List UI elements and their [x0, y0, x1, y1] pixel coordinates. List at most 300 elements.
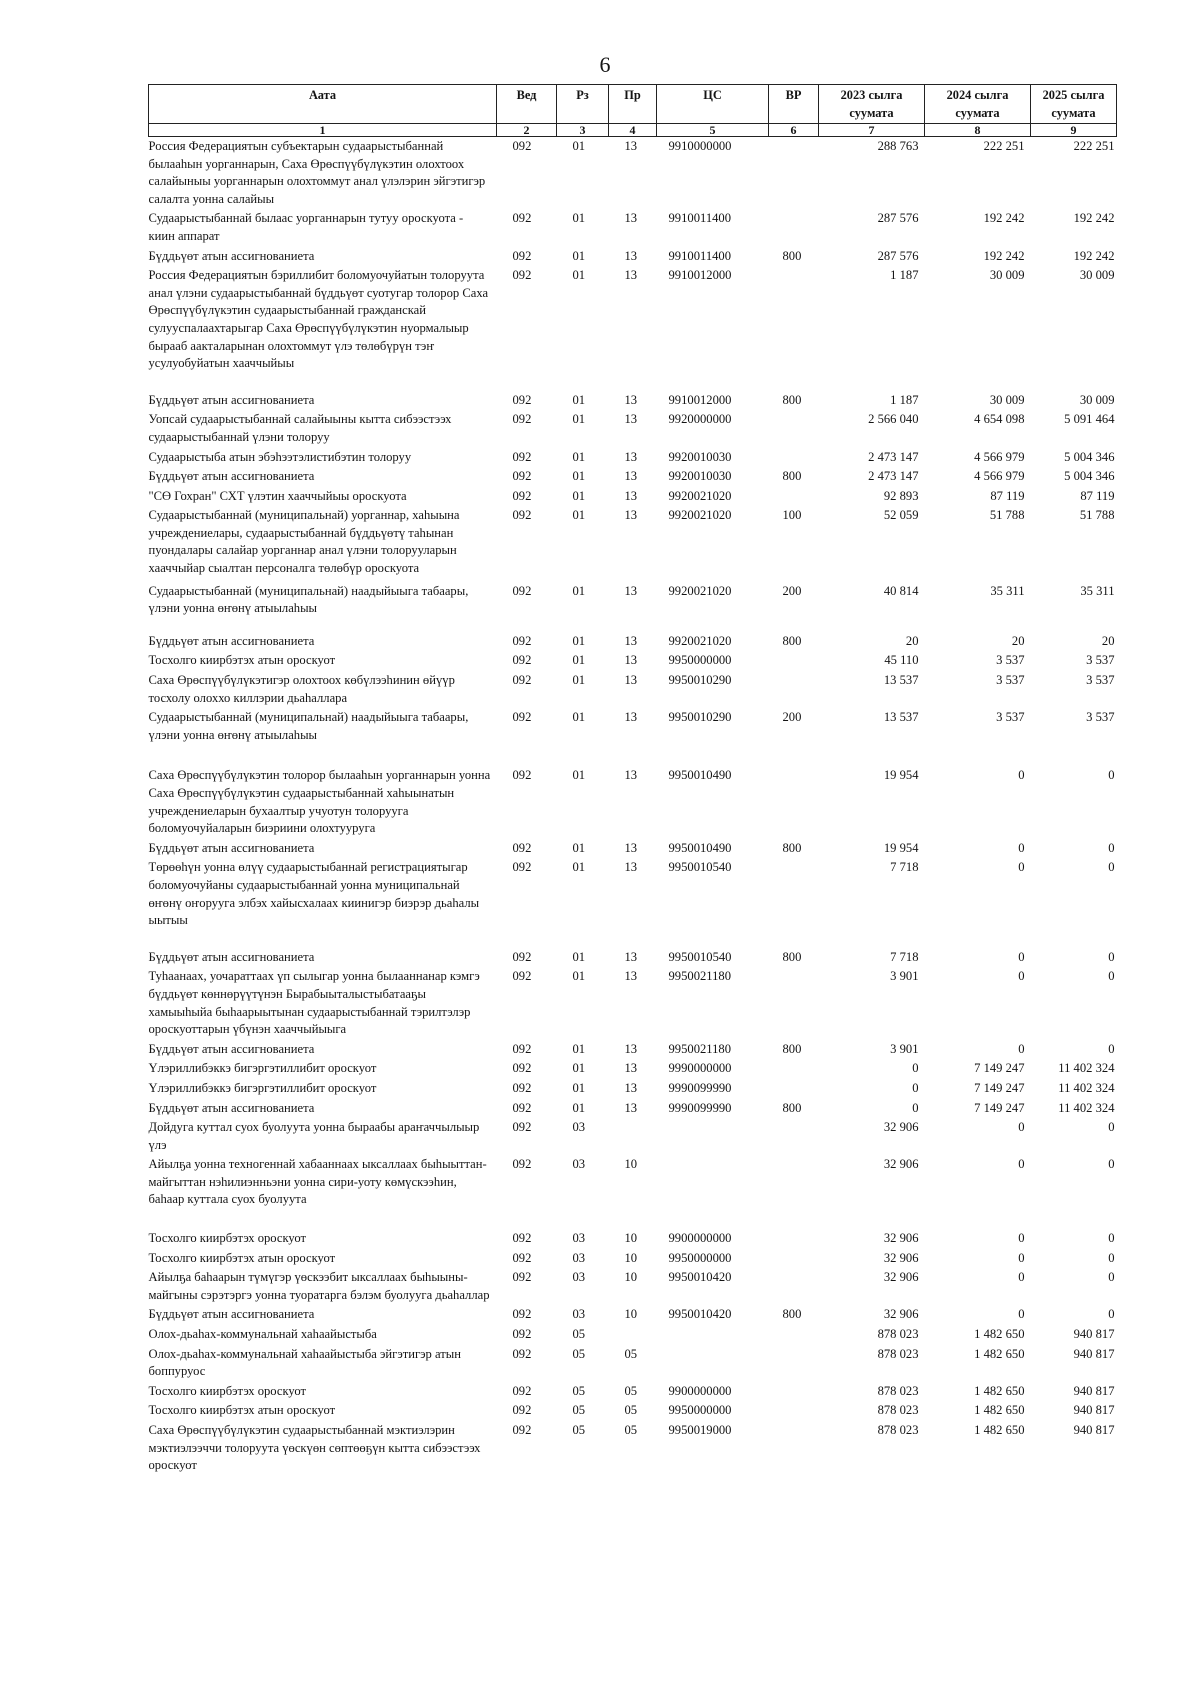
row-pr: 13	[624, 508, 638, 523]
row-2023: 878 023	[877, 1346, 919, 1361]
row-2024: 30 009	[989, 268, 1025, 283]
row-2024: 0	[1018, 860, 1025, 875]
row-name: Тосхолго киирбэтэх атын ороскуот	[148, 653, 336, 668]
row-name: Дойдуга куттал суох буолуута уонна быраабы араҥаччылыыр үлэ	[148, 1120, 480, 1152]
row-cs: 9920000000	[668, 412, 732, 427]
row-ved: 092	[512, 710, 532, 725]
row-pr: 13	[624, 139, 638, 153]
row-2025: 940 817	[1073, 1403, 1115, 1418]
row-vr: 800	[782, 1041, 802, 1056]
row-cs: 9950010420	[668, 1270, 732, 1285]
table-row	[149, 1040, 1117, 1060]
row-rz: 01	[572, 1080, 586, 1095]
row-2023: 32 906	[883, 1307, 919, 1322]
row-name: Судаарыстыбаннай (муниципальнай) наадыйыыга табаары, үлэни уонна өҥөнү атыылаһыы	[148, 710, 469, 742]
table-row	[149, 708, 1117, 766]
row-2023: 19 954	[883, 840, 919, 855]
row-name: Саха Өрөспүүбүлүкэтин толорор былааһын уорганнарын уонна Саха Өрөспүүбүлүкэтин судаарыстыбаннай хаһыынатын учреждениеларын бухаалтыр учуотун толорууга боломуочуйаларын биэриини олохтууруга	[148, 768, 491, 836]
table-row	[149, 1059, 1117, 1079]
row-ved: 092	[512, 248, 532, 263]
row-vr	[769, 1059, 819, 1079]
row-2023: 32 906	[883, 1231, 919, 1246]
row-pr: 05	[624, 1383, 638, 1398]
row-2025: 5 004 346	[1064, 449, 1115, 464]
row-rz: 05	[572, 1403, 586, 1418]
row-2023: 92 893	[883, 488, 919, 503]
row-ved: 092	[512, 673, 532, 688]
row-2023: 19 954	[883, 768, 919, 783]
row-2023: 40 814	[883, 583, 919, 598]
row-2025: 940 817	[1073, 1346, 1115, 1361]
row-cs	[657, 1155, 769, 1229]
row-pr: 13	[624, 949, 638, 964]
table-row	[149, 1325, 1117, 1345]
column-number: 2	[497, 124, 557, 137]
row-rz: 01	[572, 412, 586, 427]
row-2024: 4 654 098	[974, 412, 1025, 427]
row-vr: 800	[782, 469, 802, 484]
table-row	[149, 839, 1117, 859]
row-pr: 10	[624, 1270, 638, 1285]
row-vr	[769, 1345, 819, 1382]
row-2024: 192 242	[983, 211, 1025, 226]
row-ved: 092	[512, 969, 532, 984]
row-2023: 45 110	[884, 653, 919, 668]
row-ved: 092	[512, 1307, 532, 1322]
row-2024: 0	[1018, 1041, 1025, 1056]
row-2024: 4 566 979	[974, 469, 1025, 484]
table-header-row	[149, 85, 1117, 124]
row-ved: 092	[512, 412, 532, 427]
row-2025: 20	[1101, 633, 1115, 648]
row-name: Судаарыстыбаннай (муниципальнай) уорганнар, хаһыына учреждениелары, судаарыстыбаннай бүддьүөтү таһынан пуондалары салайар уорганнар анал үлэни толорууларын хааччыйар сыалтан персоналга төлөбүр ороскуота	[148, 508, 460, 576]
row-2024: 0	[1018, 969, 1025, 984]
row-rz: 01	[572, 211, 586, 226]
row-rz: 01	[572, 860, 586, 875]
row-pr: 13	[624, 583, 638, 598]
row-rz: 01	[572, 710, 586, 725]
row-cs: 9910011400	[668, 211, 732, 226]
row-rz: 01	[572, 508, 586, 523]
row-pr: 13	[624, 248, 638, 263]
row-2023: 32 906	[883, 1250, 919, 1265]
table-row	[149, 1382, 1117, 1402]
row-pr: 13	[624, 392, 638, 407]
row-rz: 05	[572, 1327, 586, 1342]
row-2024: 1 482 650	[974, 1383, 1025, 1398]
row-2024: 3 537	[996, 673, 1025, 688]
row-pr: 10	[624, 1231, 638, 1246]
row-name: Айылҕа баһаарын түмүгэр үөскээбит ыксаллаах быһыыны-майгыны сэрэтэргэ уонна туоратарга бэлэм буолууга дьаһаллар	[148, 1270, 490, 1302]
row-ved: 092	[512, 1120, 532, 1135]
row-cs: 9950000000	[668, 653, 732, 668]
row-pr: 13	[624, 1041, 638, 1056]
row-vr	[769, 137, 819, 210]
row-2024: 4 566 979	[974, 449, 1025, 464]
row-vr	[769, 209, 819, 246]
row-name: Судаарыстыба атын эбэһээтэлистибэтин толоруу	[148, 449, 412, 464]
table-row	[149, 467, 1117, 487]
row-vr	[769, 1268, 819, 1305]
row-vr: 100	[782, 508, 802, 523]
row-2023: 13 537	[883, 710, 919, 725]
row-ved: 092	[512, 211, 532, 226]
row-vr: 800	[782, 840, 802, 855]
row-2025: 0	[1108, 768, 1115, 783]
row-rz: 03	[572, 1231, 586, 1246]
row-2023: 13 537	[883, 673, 919, 688]
row-vr	[769, 410, 819, 447]
row-cs: 9950010290	[668, 673, 732, 688]
row-name: Бүддьүөт атын ассигнованиета	[148, 840, 315, 855]
row-2025: 30 009	[1079, 268, 1115, 283]
row-vr	[769, 1401, 819, 1421]
row-2025: 0	[1108, 1120, 1115, 1135]
row-name: Саха Өрөспүүбүлүкэтигэр олохтоох көбүлээһинин өйүүр тосхолу олоххо киллэрии дьаһаллара	[148, 673, 455, 705]
row-2025: 940 817	[1073, 1383, 1115, 1398]
row-2023: 7 718	[890, 949, 919, 964]
row-rz: 05	[572, 1423, 586, 1437]
row-name: Бүддьүөт атын ассигнованиета	[148, 392, 315, 407]
row-2023: 3 901	[890, 1041, 919, 1056]
row-cs: 9900000000	[668, 1383, 732, 1398]
row-vr: 800	[782, 949, 802, 964]
row-ved: 092	[512, 1061, 532, 1076]
row-2025: 222 251	[1073, 139, 1115, 153]
row-rz: 01	[572, 449, 586, 464]
table-row	[149, 632, 1117, 652]
row-2024: 35 311	[990, 583, 1025, 598]
row-cs	[657, 1118, 769, 1155]
row-cs: 9950010420	[668, 1307, 732, 1322]
row-2025: 11 402 324	[1058, 1100, 1115, 1115]
row-2023: 32 906	[883, 1157, 919, 1172]
row-2024: 0	[1018, 949, 1025, 964]
row-2023: 878 023	[877, 1403, 919, 1418]
table-row	[149, 1118, 1117, 1155]
row-2025: 30 009	[1079, 392, 1115, 407]
row-vr	[769, 1249, 819, 1269]
header-pr: Пр	[609, 85, 657, 124]
row-ved: 092	[512, 1327, 532, 1342]
row-name: Тосхолго киирбэтэх ороскуот	[148, 1383, 307, 1398]
row-ved: 092	[512, 1346, 532, 1361]
row-2024: 1 482 650	[974, 1327, 1025, 1342]
row-ved: 092	[512, 508, 532, 523]
row-pr: 13	[624, 449, 638, 464]
table-row	[149, 1155, 1117, 1229]
row-pr	[609, 1118, 657, 1155]
row-name: Судаарыстыбаннай (муниципальнай) наадыйыыга табаары, үлэни уонна өҥөнү атыылаһыы	[148, 583, 469, 616]
page-number: 6	[599, 52, 611, 77]
row-pr: 13	[624, 860, 638, 875]
row-cs: 9950019000	[668, 1423, 732, 1437]
row-rz: 03	[572, 1157, 586, 1172]
row-vr	[769, 651, 819, 671]
column-number: 6	[769, 124, 819, 137]
row-2024: 1 482 650	[974, 1423, 1025, 1437]
table-row	[149, 410, 1117, 447]
row-pr: 13	[624, 1100, 638, 1115]
row-cs: 9920021020	[668, 508, 732, 523]
header-ved: Вед	[497, 85, 557, 124]
row-2024: 0	[1018, 1250, 1025, 1265]
row-cs	[657, 1325, 769, 1345]
row-ved: 092	[512, 1250, 532, 1265]
row-cs: 9910000000	[668, 139, 732, 153]
header-2023: 2023 сылга суумата	[819, 85, 925, 124]
row-rz: 05	[572, 1346, 586, 1361]
row-rz: 01	[572, 633, 586, 648]
row-ved: 092	[512, 633, 532, 648]
row-2023: 0	[912, 1080, 919, 1095]
row-vr: 800	[782, 1100, 802, 1115]
row-2024: 0	[1018, 1157, 1025, 1172]
header-cs: ЦС	[657, 85, 769, 124]
row-2024: 0	[1018, 1307, 1025, 1322]
row-vr: 200	[782, 710, 802, 725]
table-row	[149, 266, 1117, 391]
row-cs: 9950021180	[668, 969, 732, 984]
row-name: Бүддьүөт атын ассигнованиета	[148, 1041, 315, 1056]
row-2024: 1 482 650	[974, 1346, 1025, 1361]
row-2024: 7 149 247	[974, 1080, 1025, 1095]
row-ved: 092	[512, 139, 532, 153]
row-cs: 9920010030	[668, 449, 732, 464]
row-ved: 092	[512, 1157, 532, 1172]
row-name: Айылҕа уонна техногеннай хабааннаах ыксаллаах быһыыттан-майгыттан нэһилиэнньэни уонна сири-уоту көмүскээһин, баһаар куттала суох буолуута	[148, 1157, 487, 1207]
row-2025: 35 311	[1080, 583, 1115, 598]
row-rz: 01	[572, 1061, 586, 1076]
row-vr	[769, 766, 819, 838]
row-2025: 0	[1108, 949, 1115, 964]
row-pr: 10	[624, 1157, 638, 1172]
table-row	[149, 1345, 1117, 1382]
row-cs: 9950010490	[668, 840, 732, 855]
row-name: "СӨ Гохран" СХТ үлэтин хааччыйыы ороскуота	[148, 488, 407, 503]
row-2023: 0	[912, 1061, 919, 1076]
row-vr	[769, 1155, 819, 1229]
row-cs: 9950000000	[668, 1403, 732, 1418]
row-name: Тосхолго киирбэтэх ороскуот	[148, 1231, 307, 1246]
row-cs: 9900000000	[668, 1231, 732, 1246]
table-row	[149, 391, 1117, 411]
row-rz: 01	[572, 1100, 586, 1115]
row-2025: 3 537	[1086, 653, 1115, 668]
row-ved: 092	[512, 469, 532, 484]
row-pr: 13	[624, 412, 638, 427]
row-2025: 5 091 464	[1064, 412, 1115, 427]
row-pr: 05	[624, 1346, 638, 1361]
row-2023: 2 566 040	[868, 412, 919, 427]
row-cs: 9920021020	[668, 633, 732, 648]
row-2025: 0	[1108, 840, 1115, 855]
row-2024: 3 537	[996, 710, 1025, 725]
row-name: Олох-дьаһах-коммунальнай хаһаайыстыба	[148, 1327, 377, 1342]
row-name: Россия Федерациятын бэриллибит боломуочуйатын толоруута анал үлэни судаарыстыбаннай бүддьүөт суотугар толорор Саха Өрөспүүбүлүкэтин судаарыстыбаннай гражданскай сулууспалаахтарыгар Саха Өрөспүүбүлүкэтин нуормалыыр бырааб аакталарынан олохтоммут үлэ төлөбүрүн тэҥ усулуобуйатын хааччыйыы	[148, 268, 489, 371]
row-2025: 3 537	[1086, 673, 1115, 688]
column-number: 3	[557, 124, 609, 137]
row-vr: 800	[782, 248, 802, 263]
row-vr: 800	[782, 392, 802, 407]
row-2025: 0	[1108, 1307, 1115, 1322]
row-cs: 9990000000	[668, 1061, 732, 1076]
row-vr: 800	[782, 633, 802, 648]
row-2025: 51 788	[1079, 508, 1115, 523]
row-cs: 9990099990	[668, 1100, 732, 1115]
row-pr: 13	[624, 710, 638, 725]
row-2023: 20	[905, 633, 919, 648]
table-row	[149, 1305, 1117, 1325]
row-2025: 0	[1108, 1157, 1115, 1172]
row-name: Төрөөһүн уонна өлүү судаарыстыбаннай регистрациятыгар боломуочуйаны судаарыстыбаннай уонна муниципальнай өҥөнү оҥорууга элбэх хайысхалаах киинигэр биэрэр дьаһалы ыытыы	[148, 860, 480, 928]
header-vr: ВР	[769, 85, 819, 124]
row-cs: 9920021020	[668, 583, 732, 598]
header-name: Аата	[149, 85, 497, 124]
row-cs: 9910012000	[668, 392, 732, 407]
row-pr: 13	[624, 469, 638, 484]
row-name: Судаарыстыбаннай былаас уорганнарын тутуу ороскуота - киин аппарат	[148, 211, 464, 243]
row-vr	[769, 266, 819, 391]
row-pr: 10	[624, 1250, 638, 1265]
row-vr	[769, 671, 819, 708]
column-number: 8	[925, 124, 1031, 137]
row-2023: 2 473 147	[868, 449, 919, 464]
row-2023: 7 718	[890, 860, 919, 875]
row-name: Россия Федерациятын субъектарын судаарыстыбаннай былааһын уорганнарын, Саха Өрөспүүбүлүкэтин олохтоох салайыныы уорганнарын олохтоммут анал үлэлэрин эйгэтигэр салалта уонна салайыы	[148, 139, 486, 206]
row-2024: 192 242	[983, 248, 1025, 263]
row-pr: 05	[624, 1403, 638, 1418]
row-vr: 800	[782, 1307, 802, 1322]
row-vr	[769, 967, 819, 1039]
row-ved: 092	[512, 268, 532, 283]
row-ved: 092	[512, 1383, 532, 1398]
row-2024: 7 149 247	[974, 1100, 1025, 1115]
row-2024: 0	[1018, 1231, 1025, 1246]
row-2024: 0	[1018, 768, 1025, 783]
row-2023: 287 576	[877, 211, 919, 226]
row-vr	[769, 1079, 819, 1099]
row-2024: 0	[1018, 840, 1025, 855]
table-row	[149, 1249, 1117, 1269]
row-rz: 01	[572, 488, 586, 503]
row-ved: 092	[512, 1041, 532, 1056]
row-cs: 9920021020	[668, 488, 732, 503]
row-vr	[769, 1229, 819, 1249]
row-2024: 30 009	[989, 392, 1025, 407]
row-2023: 1 187	[890, 268, 919, 283]
header-rz: Рз	[557, 85, 609, 124]
row-cs: 9920010030	[668, 469, 732, 484]
row-2024: 0	[1018, 1270, 1025, 1285]
row-cs: 9950021180	[668, 1041, 732, 1056]
row-2024: 20	[1011, 633, 1025, 648]
row-rz: 05	[572, 1383, 586, 1398]
row-2023: 878 023	[877, 1423, 919, 1437]
row-ved: 092	[512, 1100, 532, 1115]
row-rz: 03	[572, 1250, 586, 1265]
row-name: Саха Өрөспүүбүлүкэтин судаарыстыбаннай мэктиэлэрин мэктиэлээччи толоруута үөскүөн сөптөөҕүн кытта сибээстээх ороскуот	[148, 1423, 481, 1473]
row-2024: 7 149 247	[974, 1061, 1025, 1076]
row-2025: 0	[1108, 1041, 1115, 1056]
row-pr: 13	[624, 969, 638, 984]
table-row	[149, 448, 1117, 468]
row-2023: 878 023	[877, 1327, 919, 1342]
row-2025: 87 119	[1080, 488, 1115, 503]
table-row	[149, 1401, 1117, 1421]
row-pr: 05	[624, 1423, 638, 1437]
row-pr: 13	[624, 768, 638, 783]
row-2025: 11 402 324	[1058, 1080, 1115, 1095]
row-rz: 01	[572, 583, 586, 598]
row-2025: 192 242	[1073, 248, 1115, 263]
table-row	[149, 1229, 1117, 1249]
row-name: Бүддьүөт атын ассигнованиета	[148, 633, 315, 648]
column-number: 9	[1031, 124, 1117, 137]
row-2025: 0	[1108, 860, 1115, 875]
row-2025: 940 817	[1073, 1327, 1115, 1342]
row-ved: 092	[512, 1423, 532, 1437]
row-cs: 9910011400	[668, 248, 732, 263]
row-name: Олох-дьаһах-коммунальнай хаһаайыстыба эйгэтигэр атын боппуруос	[148, 1346, 461, 1379]
row-rz: 03	[572, 1307, 586, 1322]
table-row	[149, 137, 1117, 210]
row-vr	[769, 1325, 819, 1345]
column-number-row	[149, 124, 1117, 137]
row-2023: 52 059	[883, 508, 919, 523]
row-2024: 1 482 650	[974, 1403, 1025, 1418]
table-row	[149, 1268, 1117, 1305]
row-rz: 01	[572, 139, 586, 153]
row-name: Бүддьүөт атын ассигнованиета	[148, 469, 315, 484]
row-ved: 092	[512, 583, 532, 598]
row-rz: 01	[572, 469, 586, 484]
row-name: Тосхолго киирбэтэх атын ороскуот	[148, 1403, 336, 1418]
budget-table	[148, 84, 1117, 1476]
row-name: Тосхолго киирбэтэх атын ороскуот	[148, 1250, 336, 1265]
table-row	[149, 506, 1117, 581]
column-number: 5	[657, 124, 769, 137]
row-vr	[769, 1118, 819, 1155]
row-2025: 192 242	[1073, 211, 1115, 226]
row-ved: 092	[512, 488, 532, 503]
row-2023: 1 187	[890, 392, 919, 407]
row-ved: 092	[512, 768, 532, 783]
table-row	[149, 582, 1117, 632]
row-rz: 01	[572, 840, 586, 855]
row-ved: 092	[512, 449, 532, 464]
table-row	[149, 1099, 1117, 1119]
row-name: Үлэриллибэккэ бигэргэтиллибит ороскуот	[148, 1061, 377, 1076]
table-row	[149, 651, 1117, 671]
row-pr: 13	[624, 633, 638, 648]
row-vr	[769, 1421, 819, 1476]
row-2024: 3 537	[996, 653, 1025, 668]
row-name: Бүддьүөт атын ассигнованиета	[148, 248, 315, 263]
row-rz: 01	[572, 268, 586, 283]
row-2025: 0	[1108, 1231, 1115, 1246]
row-2023: 878 023	[877, 1383, 919, 1398]
row-2025: 3 537	[1086, 710, 1115, 725]
column-number: 7	[819, 124, 925, 137]
row-name: Уопсай судаарыстыбаннай салайыыны кытта сибээстээх судаарыстыбаннай үлэни толоруу	[148, 412, 452, 444]
row-cs: 9950010490	[668, 768, 732, 783]
row-2024: 222 251	[983, 139, 1025, 153]
row-rz: 01	[572, 673, 586, 688]
row-ved: 092	[512, 392, 532, 407]
row-name: Бүддьүөт атын ассигнованиета	[148, 949, 315, 964]
row-cs: 9990099990	[668, 1080, 732, 1095]
